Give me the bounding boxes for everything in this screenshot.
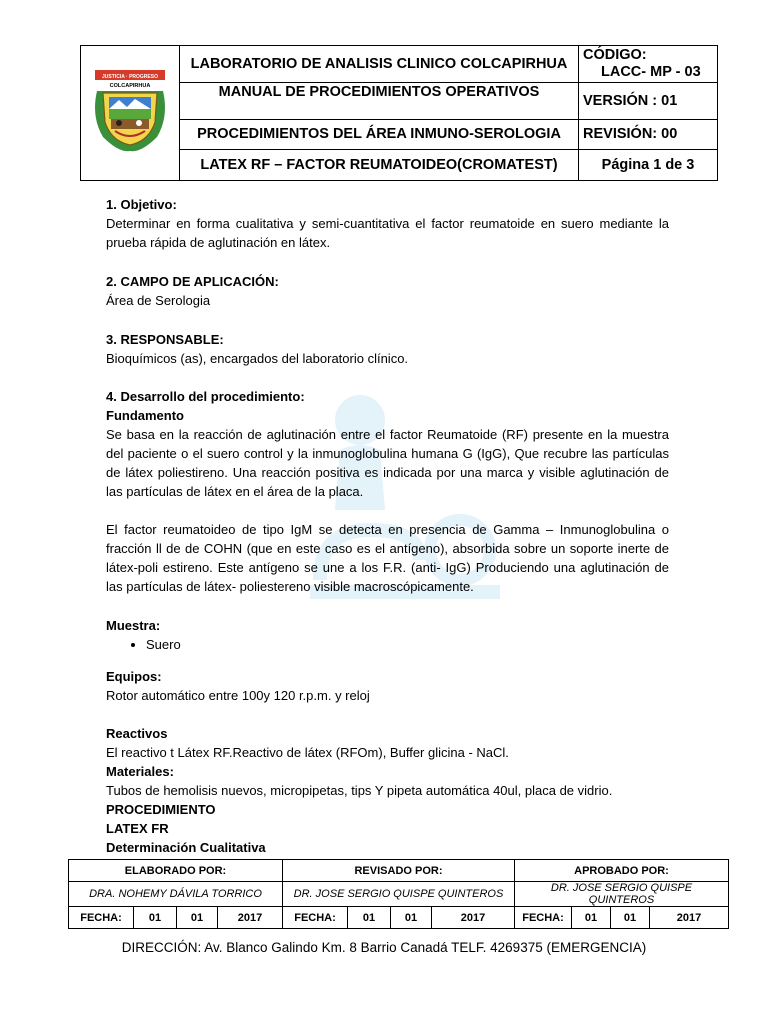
version-cell: VERSIÓN : 01 <box>579 83 718 120</box>
codigo-label: CÓDIGO: <box>583 47 647 63</box>
lab-name: LABORATORIO DE ANALISIS CLINICO COLCAPIRHUA <box>180 46 579 83</box>
revisado-label: REVISADO POR: <box>283 860 515 882</box>
materiales-text: Tubos de hemolisis nuevos, micropipetas, tips Y pipeta automática 40ul, placa de vidrio. <box>106 783 613 798</box>
muestra-item: • Suero <box>146 635 669 654</box>
elaborado-label: ELABORADO POR: <box>69 860 283 882</box>
fecha-day: 01 <box>348 907 391 929</box>
approval-table <box>68 859 729 929</box>
elaborado-name: DRA. NOHEMY DÁVILA TORRICO <box>69 882 283 907</box>
fecha-day: 01 <box>134 907 177 929</box>
objetivo-heading: 1. Objetivo: <box>106 197 177 212</box>
revisado-name: DR. JOSE SERGIO QUISPE QUINTEROS <box>283 882 515 907</box>
codigo-value: LACC- MP - 03 <box>601 64 701 80</box>
materiales-heading: Materiales: <box>106 764 174 779</box>
reactivos-text: El reactivo t Látex RF.Reactivo de látex (RFOm), Buffer glicina - NaCl. <box>106 745 509 760</box>
latex-heading: LATEX FR <box>106 821 169 836</box>
aprobado-name: DR. JOSE SERGIO QUISPE QUINTEROS <box>515 882 729 907</box>
responsable-text: Bioquímicos (as), encargados del laboratorio clínico. <box>106 351 409 366</box>
fecha-label: FECHA: <box>283 907 348 929</box>
fundamento-paragraph-2: El factor reumatoideo de tipo IgM se detecta en presencia de Gamma – Inmunoglobulina o fracción ll de de COHN (que en este caso es el antígeno), absorbida sobre un soporte inerte de látex-poli estireno. Este antígeno se une a los F.R. (anti- IgG) Produciendo una aglutinación de las partículas de látex- poliestereno visible macroscópicamente. <box>106 522 669 594</box>
fecha-month: 01 <box>177 907 218 929</box>
address-footer: DIRECCIÓN: Av. Blanco Galindo Km. 8 Barrio Canadá TELF. 4269375 (EMERGENCIA) <box>121 940 647 955</box>
equipos-text: Rotor automático entre 100y 120 r.p.m. y reloj <box>106 688 370 703</box>
fecha-label: FECHA: <box>515 907 572 929</box>
fecha-month: 01 <box>611 907 650 929</box>
equipos-heading: Equipos: <box>106 669 162 684</box>
desarrollo-heading: 4. Desarrollo del procedimiento: <box>106 389 305 404</box>
responsable-heading: 3. RESPONSABLE: <box>106 332 224 347</box>
fecha-label: FECHA: <box>69 907 134 929</box>
area-title: PROCEDIMIENTOS DEL ÁREA INMUNO-SEROLOGIA <box>180 120 579 150</box>
revision-cell: REVISIÓN: 00 <box>579 120 718 150</box>
muestra-list <box>106 635 669 654</box>
logo-text: COLCAPIRHUA <box>109 82 151 89</box>
fundamento-paragraph-1: Se basa en la reacción de aglutinación entre el factor Reumatoide (RF) presente en la muestra del paciente o el suero control y la inmunoglobulina humana G (IgG), Que recubre las partículas de látex poliestireno. Una reacción positiva es indicada por una marca y visible aglutinación de las partículas de látex en el área de la placa. <box>106 427 669 499</box>
procedimiento-heading: PROCEDIMIENTO <box>106 802 216 817</box>
section-equipos <box>106 667 669 705</box>
reactivos-heading: Reactivos <box>106 726 168 741</box>
manual-title: MANUAL DE PROCEDIMIENTOS OPERATIVOS <box>180 83 579 120</box>
muestra-heading: Muestra: <box>106 618 161 633</box>
section-desarrollo <box>106 387 669 596</box>
section-campo <box>106 272 669 310</box>
fecha-month: 01 <box>391 907 432 929</box>
document-header <box>80 45 718 181</box>
aprobado-label: APROBADO POR: <box>515 860 729 882</box>
codigo-cell <box>579 46 718 83</box>
svg-text:JUSTICIA · PROGRESO: JUSTICIA · PROGRESO <box>102 73 158 80</box>
page-number: Página 1 de 3 <box>579 150 718 181</box>
logo-cell <box>81 46 180 181</box>
section-reactivos <box>106 724 669 857</box>
fecha-year: 2017 <box>432 907 515 929</box>
section-responsable <box>106 330 669 368</box>
test-title: LATEX RF – FACTOR REUMATOIDEO(CROMATEST) <box>180 150 579 181</box>
section-objetivo <box>106 195 669 252</box>
determinacion-heading: Determinación Cualitativa <box>106 840 266 855</box>
section-muestra <box>106 616 669 654</box>
objetivo-text: Determinar en forma cualitativa y semi-cuantitativa el factor reumatoide en suero mediante la prueba rápida de aglutinación en látex. <box>106 216 669 250</box>
fecha-day: 01 <box>572 907 611 929</box>
fecha-year: 2017 <box>650 907 729 929</box>
fundamento-heading: Fundamento <box>106 408 184 423</box>
fecha-year: 2017 <box>218 907 283 929</box>
municipal-shield-logo-icon <box>89 67 171 155</box>
campo-text: Área de Serologia <box>106 293 211 308</box>
campo-heading: 2. CAMPO DE APLICACIÓN: <box>106 274 279 289</box>
